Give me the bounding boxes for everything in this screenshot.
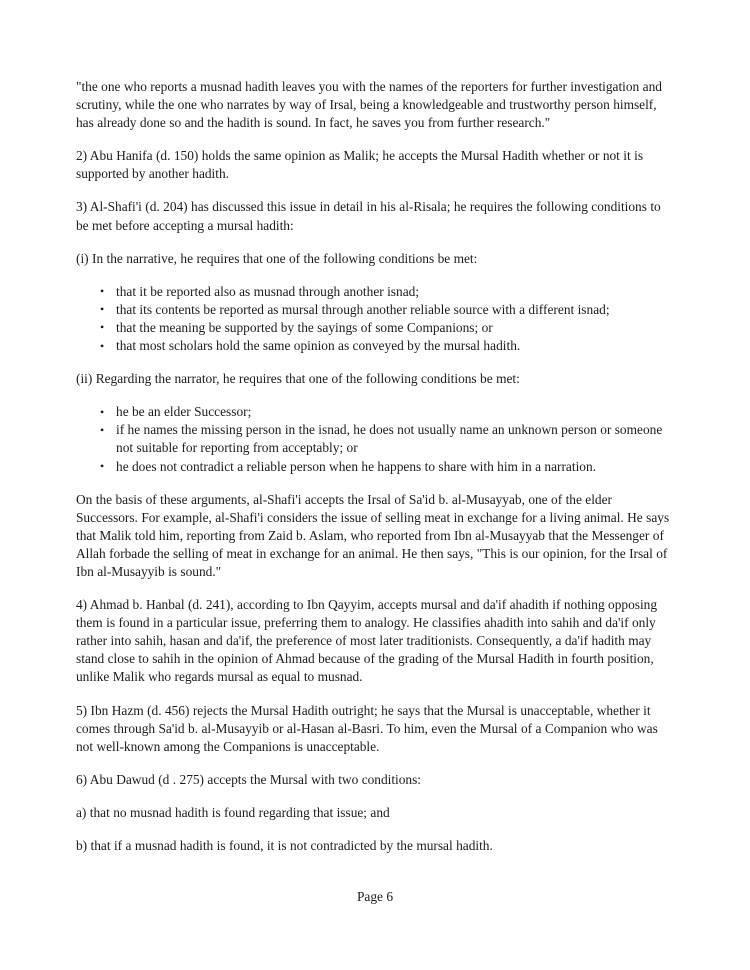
condition-i-intro: (i) In the narrative, he requires that one of the following conditions be met:	[76, 250, 478, 266]
item-6-abu-dawud: 6) Abu Dawud (d . 275) accepts the Mursal with two conditions:	[76, 771, 421, 787]
page-footer	[0, 888, 750, 906]
document-body	[76, 78, 673, 870]
item-6-condition-a: a) that no musnad hadith is found regarding that issue; and	[76, 804, 390, 820]
list-item: • he be an elder Successor;	[76, 403, 673, 421]
condition-ii-list	[76, 403, 673, 475]
list-item: • he does not contradict a reliable person when he happens to share with him in a narration.	[76, 458, 673, 476]
item-4-ahmad-b-hanbal: 4) Ahmad b. Hanbal (d. 241), according to Ibn Qayyim, accepts mursal and da'if ahadith if nothing opposing them is found in a particular issue, preferring them to analogy. He classifies ahadith into sahih and da'if only rather into sahih, hasan and da'if, the preference of most later traditionists. Consequently, a da'if hadith may stand close to sahih in the opinion of Ahmad because of the grading of the Mursal Hadith in fourth position, unlike Malik who regards mursal as equal to musnad.	[76, 597, 658, 685]
item-5-ibn-hazm: 5) Ibn Hazm (d. 456) rejects the Mursal Hadith outright; he says that the Mursal is unacceptable, whether it comes through Sa'id b. al-Musayyib or al-Hasan al-Basri. To him, even the Mursal of a Companion who was not well-known among the Companions is unacceptable.	[76, 702, 658, 754]
quote-paragraph: "the one who reports a musnad hadith leaves you with the names of the reporters for further investigation and scrutiny, while the one who narrates by way of Irsal, being a knowledgeable and trustworthy person himself, has already done so and the hadith is sound. In fact, he saves you from further research."	[76, 79, 662, 131]
item-6-condition-b: b) that if a musnad hadith is found, it is not contradicted by the mursal hadith.	[76, 838, 493, 853]
page-number-label: Page 6	[356, 889, 394, 904]
list-item: • that its contents be reported as mursal through another reliable source with a different isnad;	[76, 301, 673, 319]
list-item: • that most scholars hold the same opinion as conveyed by the mursal hadith.	[76, 337, 673, 355]
list-item: • that the meaning be supported by the sayings of some Companions; or	[76, 319, 673, 337]
condition-ii-intro: (ii) Regarding the narrator, he requires that one of the following conditions be met:	[76, 371, 520, 387]
irsal-of-said-paragraph: On the basis of these arguments, al-Shafi'i accepts the Irsal of Sa'id b. al-Musayyab, one of the elder Successors. For example, al-Shafi'i considers the issue of selling meat in exchange for a living animal. He says that Malik told him, reporting from Zaid b. Aslam, who reported from Ibn al-Musayyab that the Messenger of Allah forbade the selling of meat in exchange for an animal. He then says, "This is our opinion, for the Irsal of Ibn al-Musayyib is sound."	[76, 491, 670, 579]
item-3-al-shafii: 3) Al-Shafi'i (d. 204) has discussed this issue in detail in his al-Risala; he requires the following conditions to be met before accepting a mursal hadith:	[76, 199, 661, 233]
condition-i-list	[76, 283, 673, 355]
list-item: • that it be reported also as musnad through another isnad;	[76, 283, 673, 301]
list-item: • if he names the missing person in the isnad, he does not usually name an unknown person or someone not suitable for reporting from acceptably; or	[76, 421, 673, 457]
item-2-abu-hanifa: 2) Abu Hanifa (d. 150) holds the same opinion as Malik; he accepts the Mursal Hadith whether or not it is supported by another hadith.	[76, 148, 644, 182]
